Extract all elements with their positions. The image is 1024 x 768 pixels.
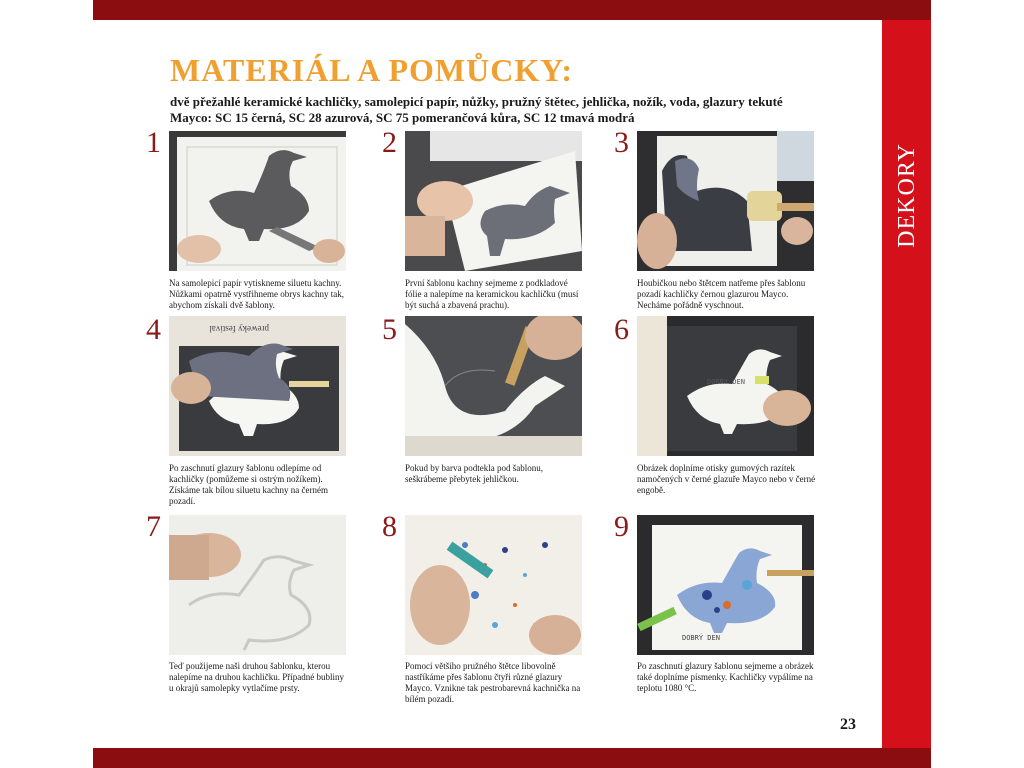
step-caption-8: Pomocí většího pružného štětce libovolně nastříkáme přes šablonu čtyři různé glazury Mayco. Vznikne tak pestrobarevná kachnička na bílém pozadí. <box>405 661 581 704</box>
step-photo-3 <box>637 131 814 271</box>
step-number-5: 5 <box>382 313 397 346</box>
step9-stamp-text: DOBRÝ DEN <box>682 634 720 642</box>
step-number-8: 8 <box>382 510 397 543</box>
step-number-1: 1 <box>146 126 161 159</box>
step-caption-4: Po zaschnutí glazury šablonu odlepíme od kachličky (pomůžeme si ostrým nožíkem). Získáme tak bílou siluetu kachny na černém pozadí. <box>169 463 328 506</box>
step-photo-5 <box>405 316 582 456</box>
step-photo-4 <box>169 316 346 456</box>
step-photo-1 <box>169 131 346 271</box>
step-photo-8 <box>405 515 582 655</box>
step-caption-1: Na samolepicí papír vytiskneme siluetu kachny. Nůžkami opatrně vystřihneme obrys kachny tak, abychom získali dvě šablony. <box>169 278 344 310</box>
materials-list: dvě přežahlé keramické kachličky, samolepicí papír, nůžky, pružný štětec, jehlička, nožík, voda, glazury tekuté Mayco: SC 15 černá, SC 28 azurová, SC 75 pomerančová kůra, SC 12 tmavá modrá <box>170 94 783 125</box>
step-number-6: 6 <box>614 313 629 346</box>
step-number-4: 4 <box>146 313 161 346</box>
step-caption-6: Obrázek doplníme otisky gumových razítek namočených v černé glazuře Mayco nebo v černé engobě. <box>637 463 816 495</box>
step-photo-7 <box>169 515 346 655</box>
section-label <box>885 135 929 255</box>
page-number: 23 <box>840 716 856 733</box>
step-photo-2 <box>405 131 582 271</box>
step-caption-5: Pokud by barva podtekla pod šablonu, seškrábeme přebytek jehličkou. <box>405 463 543 484</box>
step-caption-2: První šablonu kachny sejmeme z podkladové fólie a nalepíme na keramickou kachličku (musí být suchá a zbavená prachu). <box>405 278 579 310</box>
step-number-2: 2 <box>382 126 397 159</box>
step6-stamp-text: DOBRÝ DEN <box>707 378 745 386</box>
page-title: MATERIÁL A POMŮCKY: <box>170 52 574 88</box>
side-bar <box>882 20 931 748</box>
section-label-text: DEKORY <box>893 142 920 248</box>
step-caption-7: Teď použijeme naši druhou šablonku, kterou nalepíme na druhou kachličku. Případné bubliny u okrajů samolepky vytlačíme prsty. <box>169 661 344 693</box>
step-caption-9: Po zaschnutí glazury šablonu sejmeme a obrázek také doplníme písmenky. Kachličky vypálíme na teplotu 1080 °C. <box>637 661 814 693</box>
bottom-bar <box>93 748 931 768</box>
step-photo-9 <box>637 515 814 655</box>
step-photo-6 <box>637 316 814 456</box>
step-number-3: 3 <box>614 126 629 159</box>
step-caption-3: Houbičkou nebo štětcem natřeme přes šablonu pozadí kachličky černou glazurou Mayco. Necháme pořádně vyschnout. <box>637 278 806 310</box>
step-number-9: 9 <box>614 510 629 543</box>
step4-newspaper-text: preweky festival <box>209 324 269 334</box>
step-number-7: 7 <box>146 510 161 543</box>
top-bar <box>93 0 931 20</box>
